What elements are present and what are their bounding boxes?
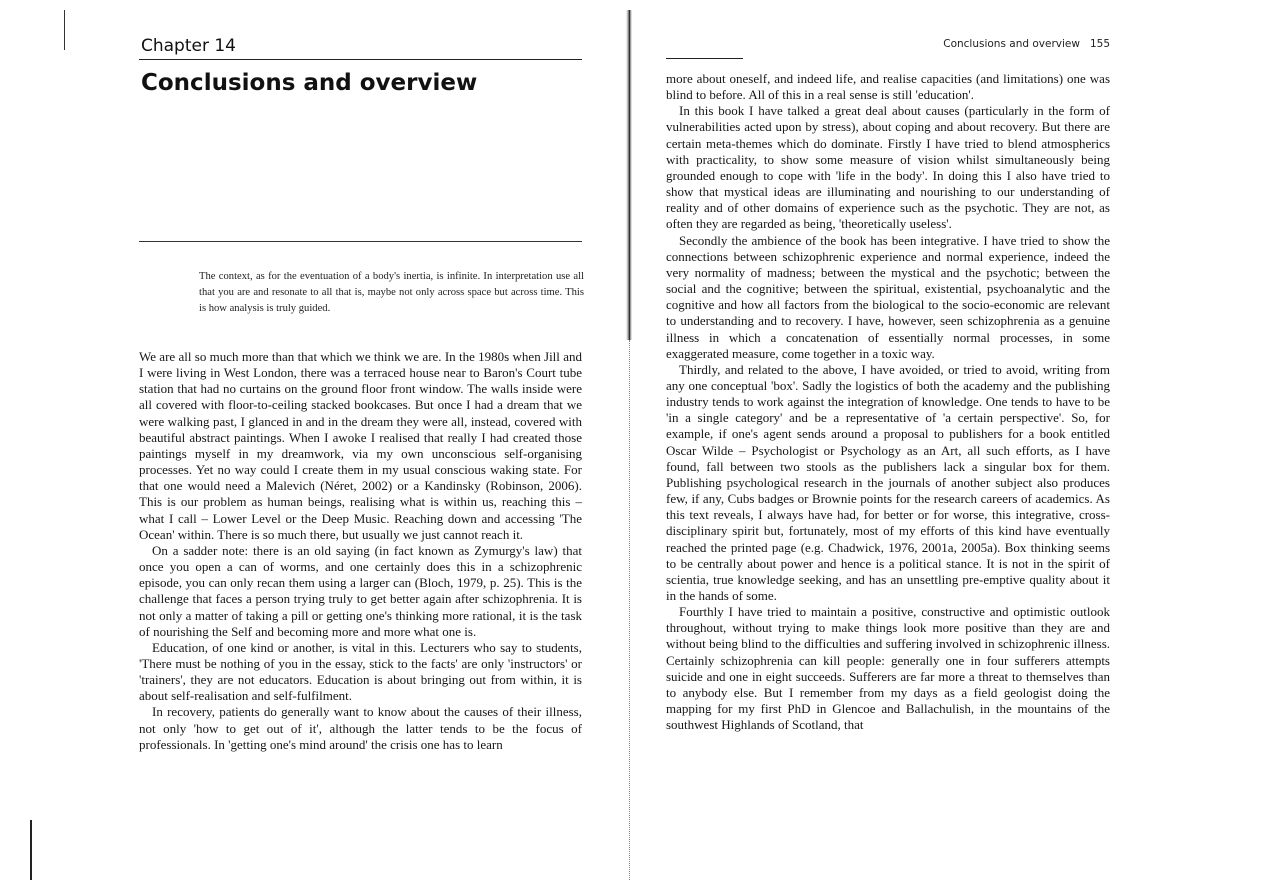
scan-edge-mark bbox=[30, 820, 32, 880]
paragraph: Education, of one kind or another, is vital in this. Lecturers who say to students, 'There must be nothing of you in the essay, stick to the facts' are only 'instructors' or 'trainers', they are not educators. Education is about bringing out from within, it is about self-realisation and self-fulfilment. bbox=[139, 639, 582, 704]
paragraph: Thirdly, and related to the above, I have avoided, or tried to avoid, writing from any one conceptual 'box'. Sadly the logistics of both the academy and the publishing industry tends to work against the integration of knowledge. One tends to have to be 'in a single category' and be a representative of 'a certain perspective'. So, for example, if one's agent sends around a proposal to publishers for a book entitled Oscar Wilde – Psychologist or Psychology as an Art, all such efforts, as I have found, fall between two stools as the publishers lack a singular box for them. Publishing psychological research in the journals of another subject also produces few, if any, Cubs badges or Brownie points for the research careers of academics. As this text reveals, I always have had, for better or for worse, this integrative, cross-disciplinary spirit but, fortunately, most of my efforts of this kind have eventually reached the printed page (e.g. Chadwick, 1976, 2001a, 2005a). Box thinking seems to be centrally about power and hence is a political stance. It is not in the spirit of scientia, true knowledge seeking, and has an unsettling pre-emptive quality about it in the hands of some. bbox=[666, 361, 1110, 603]
paragraph: In this book I have talked a great deal about causes (particularly in the form of vulnerabilities acted upon by stress), about coping and about recovery. But there are certain meta-themes which do dominate. Firstly I have tried to blend atmospherics with practicality, to show some measure of vision whilst simultaneously being grounded enough to cope with 'life in the body'. In doing this I also have tried to show that mystical ideas are illuminating and nourishing to our understanding of reality and of other domains of experience such as the psychotic. They are not, as often they are regarded as being, 'theoretically useless'. bbox=[666, 103, 1110, 232]
epigraph: The context, as for the eventuation of a body's inertia, is infinite. In interpretation use all that you are and resonate to all that is, maybe not only across space but across time. This is how analysis is truly guided. bbox=[199, 271, 584, 314]
running-head bbox=[943, 38, 1110, 50]
running-head-rule bbox=[666, 58, 743, 59]
book-gutter-line bbox=[629, 340, 631, 880]
paragraph: Fourthly I have tried to maintain a positive, constructive and optimistic outlook throughout, without trying to make things look more positive than they are and without being blind to the difficulties and suffering involved in schizophrenic illness. Certainly schizophrenia can kill people: generally one in four sufferers attempts suicide and one in eight succeeds. Sufferers are far more a threat to themselves than to anybody else. But I remember from my days as a field geologist doing the mapping for my first PhD in Glencoe and Ballachulish, in the mountains of the southwest Highlands of Scotland, that bbox=[666, 604, 1110, 733]
chapter-rule bbox=[139, 59, 582, 60]
paragraph: In recovery, patients do generally want to know about the causes of their illness, not only 'how to get out of it', although the latter tends to be the focus of professionals. In 'getting one's mind around' the crisis one has to learn bbox=[139, 704, 582, 752]
right-body-text bbox=[666, 71, 1110, 733]
paragraph: Secondly the ambience of the book has been integrative. I have tried to show the connections between schizophrenic experience and normal experience, indeed the very normality of madness; between the mystical and the psychotic; between the social and the cognitive; between the spiritual, existential, psychoanalytic and the cognitive and how all factors from the biological to the socio-economic are relevant to understanding and to recovery. I have, however, seen schizophrenia as a genuine illness in which a concatenation of essentially normal processes, in some exaggerated measure, come together in a toxic way. bbox=[666, 232, 1110, 361]
left-body-text bbox=[139, 349, 582, 753]
paragraph: more about oneself, and indeed life, and realise capacities (and limitations) one was blind to before. All of this in a real sense is still 'education'. bbox=[666, 71, 1110, 103]
running-head-title: Conclusions and overview bbox=[943, 38, 1080, 50]
scan-edge-mark bbox=[64, 10, 65, 50]
book-gutter bbox=[626, 10, 632, 340]
chapter-title: Conclusions and overview bbox=[141, 70, 478, 96]
epigraph-rule bbox=[139, 241, 582, 242]
paragraph: We are all so much more than that which we think we are. In the 1980s when Jill and I were living in West London, there was a terraced house near to Baron's Court tube station that had no curtains on the ground floor front window. The walls inside were all covered with floor-to-ceiling stacked bookcases. But once I had a dream that we were walking past, I glanced in and in the dream they were all, instead, covered with beautiful abstract paintings. When I awoke I realised that really I had created those paintings myself in my dreamwork, via my own unconscious self-organising processes. Yet no way could I create them in my usual conscious waking state. For that one would need a Malevich (Néret, 2002) or a Kandinsky (Robinson, 2006). This is our problem as human beings, realising what is within us, reaching this – what I call – Lower Level or the Deep Music. Reaching down and accessing 'The Ocean' within. There is so much there, but usually we just cannot reach it. bbox=[139, 349, 582, 542]
chapter-label: Chapter 14 bbox=[141, 36, 237, 56]
paragraph: On a sadder note: there is an old saying (in fact known as Zymurgy's law) that once you open a can of worms, and one certainly does this in a schizophrenic episode, you can only recan them using a larger can (Bloch, 1979, p. 25). This is the challenge that faces a person trying truly to get better again after schizophrenia. It is not only a matter of taking a pill or getting one's thinking more rational, it is the task of nourishing the Self and becoming more and more what one is. bbox=[139, 542, 582, 639]
page-number: 155 bbox=[1089, 38, 1110, 50]
